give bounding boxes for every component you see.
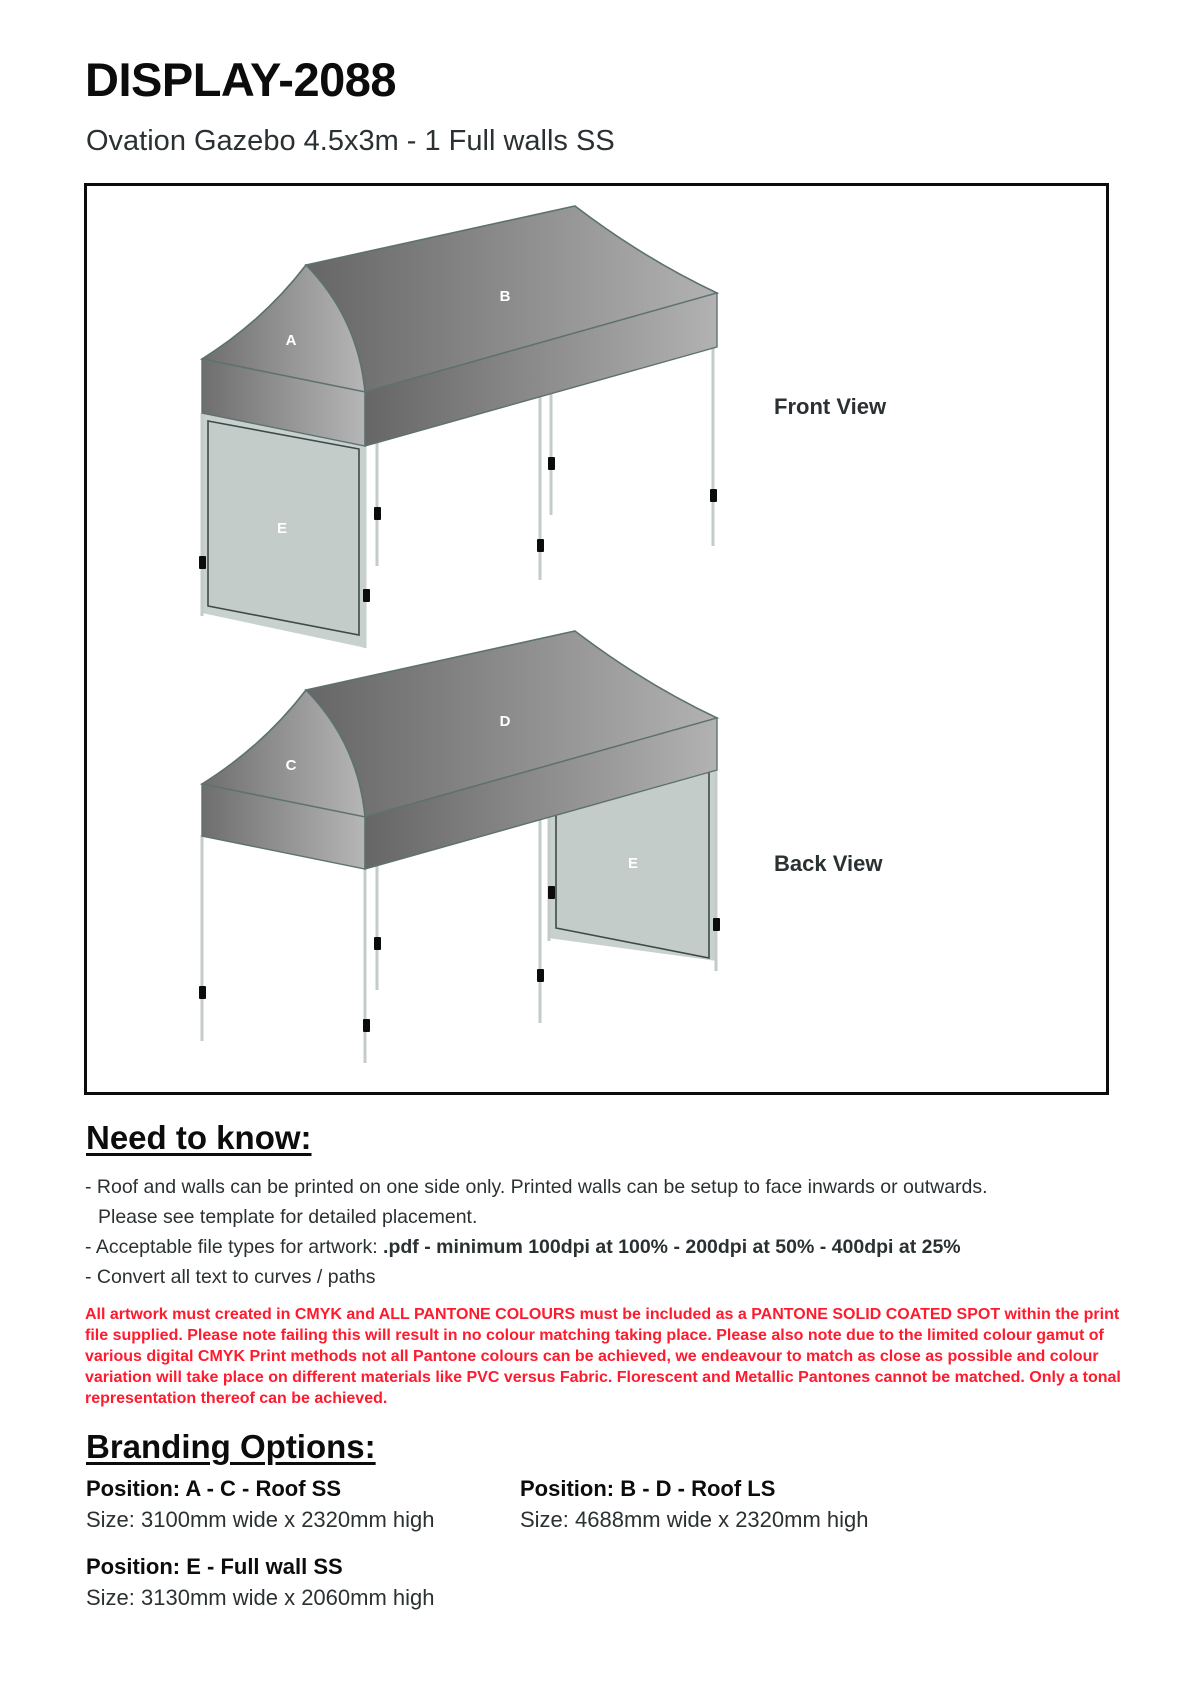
front-view-gazebo <box>199 206 717 648</box>
marker-d: D <box>499 713 511 730</box>
leg-clip <box>537 969 544 982</box>
leg-clip <box>713 918 720 931</box>
note-item: - Convert all text to curves / paths <box>85 1266 376 1288</box>
option-position: Position: A - C - Roof SS <box>86 1476 342 1501</box>
leg-clip <box>537 539 544 552</box>
branding-option-ac <box>86 1478 435 1531</box>
leg-clip <box>548 457 555 470</box>
marker-e-front: E <box>276 520 288 537</box>
branding-option-bd <box>520 1478 869 1531</box>
colour-warning: All artwork must created in CMYK and ALL PANTONE COLOURS must be included as a PANTONE SOLID COATED SPOT within the print file supplied. Please note failing this will result in no colour matching taking place. Please also note due to the limited colour gamut of various digital CMYK Print methods not all Pantone colours can be achieved, we endeavour to match as close as possible and colour variation will take place on different materials like PVC versus Fabric. Florescent and Metallic Pantones cannot be matched. Only a tonal representation thereof can be achieved. <box>85 1306 1121 1407</box>
marker-a: A <box>285 332 297 349</box>
option-size: Size: 4688mm wide x 2320mm high <box>520 1507 869 1532</box>
marker-c: C <box>285 757 297 774</box>
option-size: Size: 3100mm wide x 2320mm high <box>86 1507 435 1532</box>
product-subtitle: Ovation Gazebo 4.5x3m - 1 Full walls SS <box>86 125 615 157</box>
option-position: Position: E - Full wall SS <box>86 1554 343 1579</box>
note-item <box>85 1232 988 1262</box>
option-size: Size: 3130mm wide x 2060mm high <box>86 1585 435 1610</box>
marker-b: B <box>499 288 511 305</box>
leg-clip <box>710 489 717 502</box>
option-position: Position: B - D - Roof LS <box>520 1476 776 1501</box>
front-view-label: Front View <box>774 394 887 419</box>
leg-clip <box>374 507 381 520</box>
front-wall-e <box>202 413 366 648</box>
leg-clip <box>199 986 206 999</box>
leg-clip <box>199 556 206 569</box>
diagram-frame <box>84 183 1109 1095</box>
leg-clip <box>363 1019 370 1032</box>
branding-option-e <box>86 1556 435 1609</box>
back-view-label: Back View <box>774 851 883 876</box>
leg-clip <box>374 937 381 950</box>
leg-clip <box>548 886 555 899</box>
branding-options-heading: Branding Options: <box>86 1428 376 1465</box>
leg-clip <box>363 589 370 602</box>
need-to-know-heading: Need to know: <box>86 1119 312 1156</box>
gazebo-diagram <box>87 186 1106 1092</box>
need-to-know-list <box>85 1172 988 1292</box>
note-text: - Acceptable file types for artwork: <box>85 1236 384 1258</box>
note-item: - Roof and walls can be printed on one side only. Printed walls can be setup to face inwards or outwards. <box>85 1176 988 1198</box>
note-bold-text: .pdf - minimum 100dpi at 100% - 200dpi at 50% - 400dpi at 25% <box>383 1236 961 1258</box>
note-item: Please see template for detailed placement. <box>98 1206 478 1228</box>
marker-e-back: E <box>627 855 639 872</box>
back-view-gazebo <box>199 631 720 1063</box>
page-title: DISPLAY-2088 <box>85 53 396 106</box>
